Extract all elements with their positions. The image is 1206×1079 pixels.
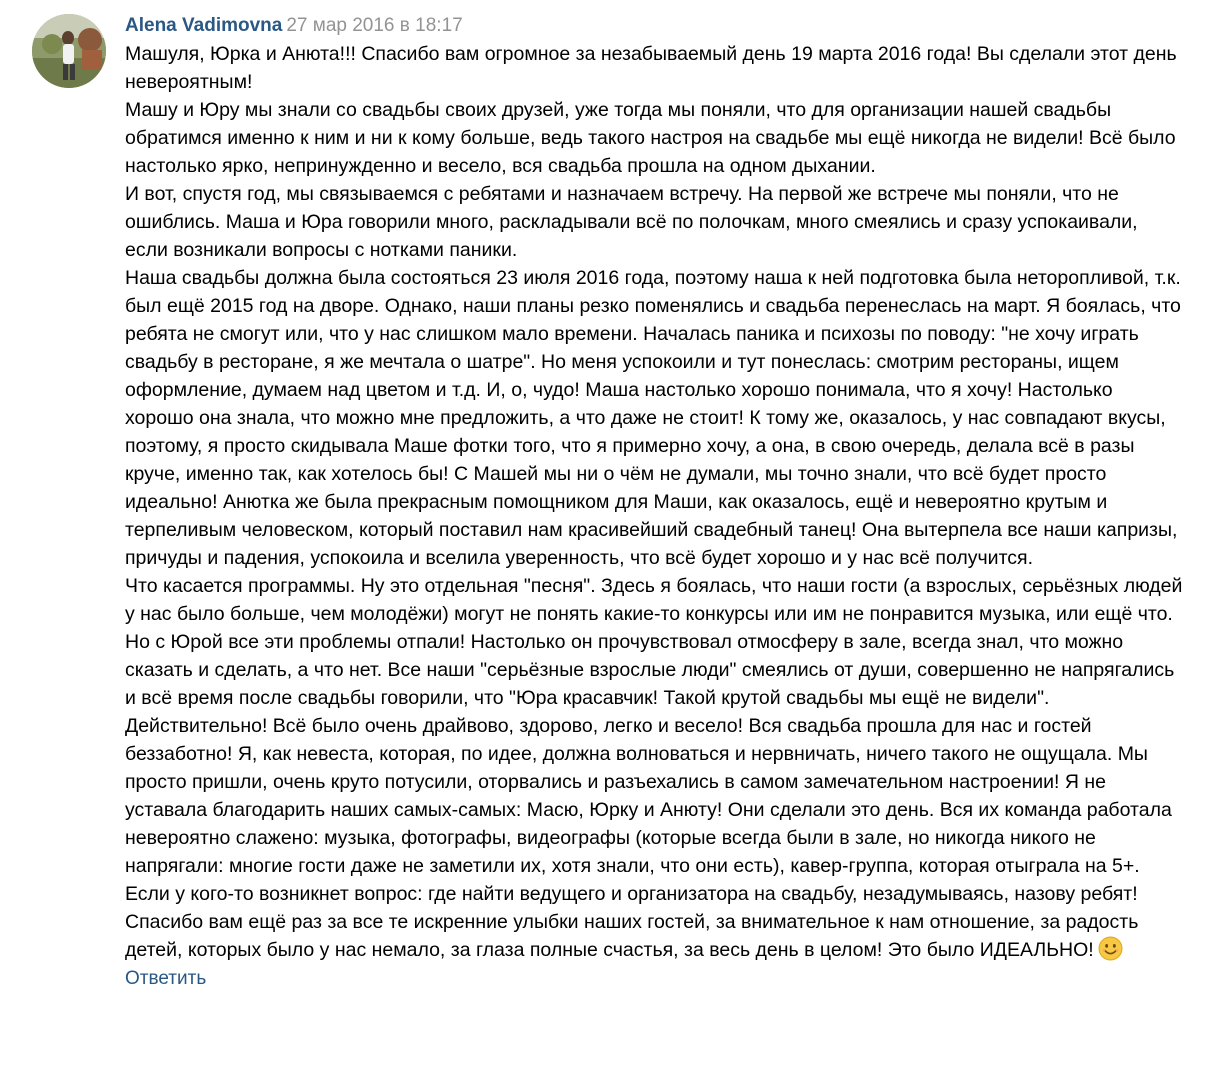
user-avatar[interactable] — [32, 14, 106, 88]
smiling-face-emoji-icon — [1098, 936, 1123, 961]
comment-paragraph: Что касается программы. Ну это отдельная "песня". Здесь я боялась, что наши гости (а взрослых, серьёзных людей у нас было больше, чем молодёжи) могут не понять какие-то конкурсы или им не понравится музыка, или ещё что. Но с Юрой все эти проблемы отпали! Настолько он прочувствовал отмосферу в зале, всегда знал, что можно сказать и сделать, а что нет. Все наши "серьёзные взрослые люди" смеялись от души, совершенно не напрягались и всё время после свадьбы говорили, что "Юра красавчик! Такой крутой свадьбы мы ещё не видели". — [125, 575, 1183, 709]
comment-paragraph-last — [125, 908, 1185, 964]
comment-paragraph: Машу и Юру мы знали со свадьбы своих друзей, уже тогда мы поняли, что для организации нашей свадьбы обратимся именно к ним и ни к кому больше, ведь такого настроя на свадьбе мы ещё никогда не видели! Всё было настолько ярко, непринужденно и весело, вся свадьба прошла на одном дыхании. — [125, 99, 1176, 177]
author-name-link[interactable]: Alena Vadimovna — [125, 15, 283, 36]
reply-link[interactable]: Ответить — [125, 968, 207, 989]
avatar-photo-icon — [32, 14, 106, 88]
comment-text — [125, 40, 1185, 964]
comment-paragraph: Наша свадьбы должна была состояться 23 июля 2016 года, поэтому наша к ней подготовка была неторопливой, т.к. был ещё 2015 год на дворе. Однако, наши планы резко поменялись и свадьба перенеслась на март. Я боялась, что ребята не смогут или, что у нас слишком мало времени. Началась паника и психозы по поводу: "не хочу играть свадьбу в ресторане, я же мечтала о шатре". Но меня успокоили и тут понеслась: смотрим рестораны, ищем оформление, думаем над цветом и т.д. И, о, чудо! Маша настолько хорошо понимала, что я хочу! Настолько хорошо она знала, что можно мне предложить, а что даже не стоит! К тому же, оказалось, у нас совпадают вкусы, поэтому, я просто скидывала Маше фотки того, что я примерно хочу, а она, в свою очередь, делала всё в разы круче, именно так, как хотелось бы! С Машей мы ни о чём не думали, мы точно знали, что всё будет просто идеально! Анютка же была прекрасным помощником для Маши, как оказалось, ещё и невероятно крутым и терпеливым человеском, который поставил нам красивейший свадебный танец! Она вытерпела все наши капризы, причуды и падения, успокоила и вселила уверенность, что всё будет хорошо и у нас всё получится. — [125, 267, 1181, 569]
comment-header — [125, 12, 1185, 40]
comment-paragraph: И вот, спустя год, мы связываемся с ребятами и назначаем встречу. На первой же встрече мы поняли, что не ошиблись. Маша и Юра говорили много, раскладывали всё по полочкам, много смеялись и сразу успокаивали, если возникали вопросы с нотками паники. — [125, 183, 1138, 261]
comment-paragraph: Действительно! Всё было очень драйвово, здорово, легко и весело! Вся свадьба прошла для нас и гостей беззаботно! Я, как невеста, которая, по идее, должна волноваться и нервничать, ничего такого не ощущала. Мы просто пришли, очень круто потусили, оторвались и разъехались в самом замечательном настроении! Я не уставала благодарить наших самых-самых: Масю, Юрку и Анюту! Они сделали это день. Вся их команда работала невероятно слажено: музыка, фотографы, видеографы (которые всегда были в зале, но никогда никого не напрягали: многие гости даже не заметили их, хотя знали, что они есть), кавер-группа, которая отыграла на 5+. Если у кого-то возникнет вопрос: где найти ведущего и организатора на свадьбу, незадумываясь, назову ребят! — [125, 715, 1172, 905]
comment-paragraph-text: Спасибо вам ещё раз за все те искренние улыбки наших гостей, за внимательное к нам отношение, за радость детей, которых было у нас немало, за глаза полные счастья, за весь день в целом! Это было ИДЕАЛЬНО! — [125, 911, 1139, 961]
comment-paragraph: Машуля, Юрка и Анюта!!! Спасибо вам огромное за незабываемый день 19 марта 2016 года! Вы сделали этот день невероятным! — [125, 43, 1177, 93]
comment-content — [125, 12, 1185, 993]
comment-date[interactable]: 27 мар 2016 в 18:17 — [286, 15, 463, 36]
